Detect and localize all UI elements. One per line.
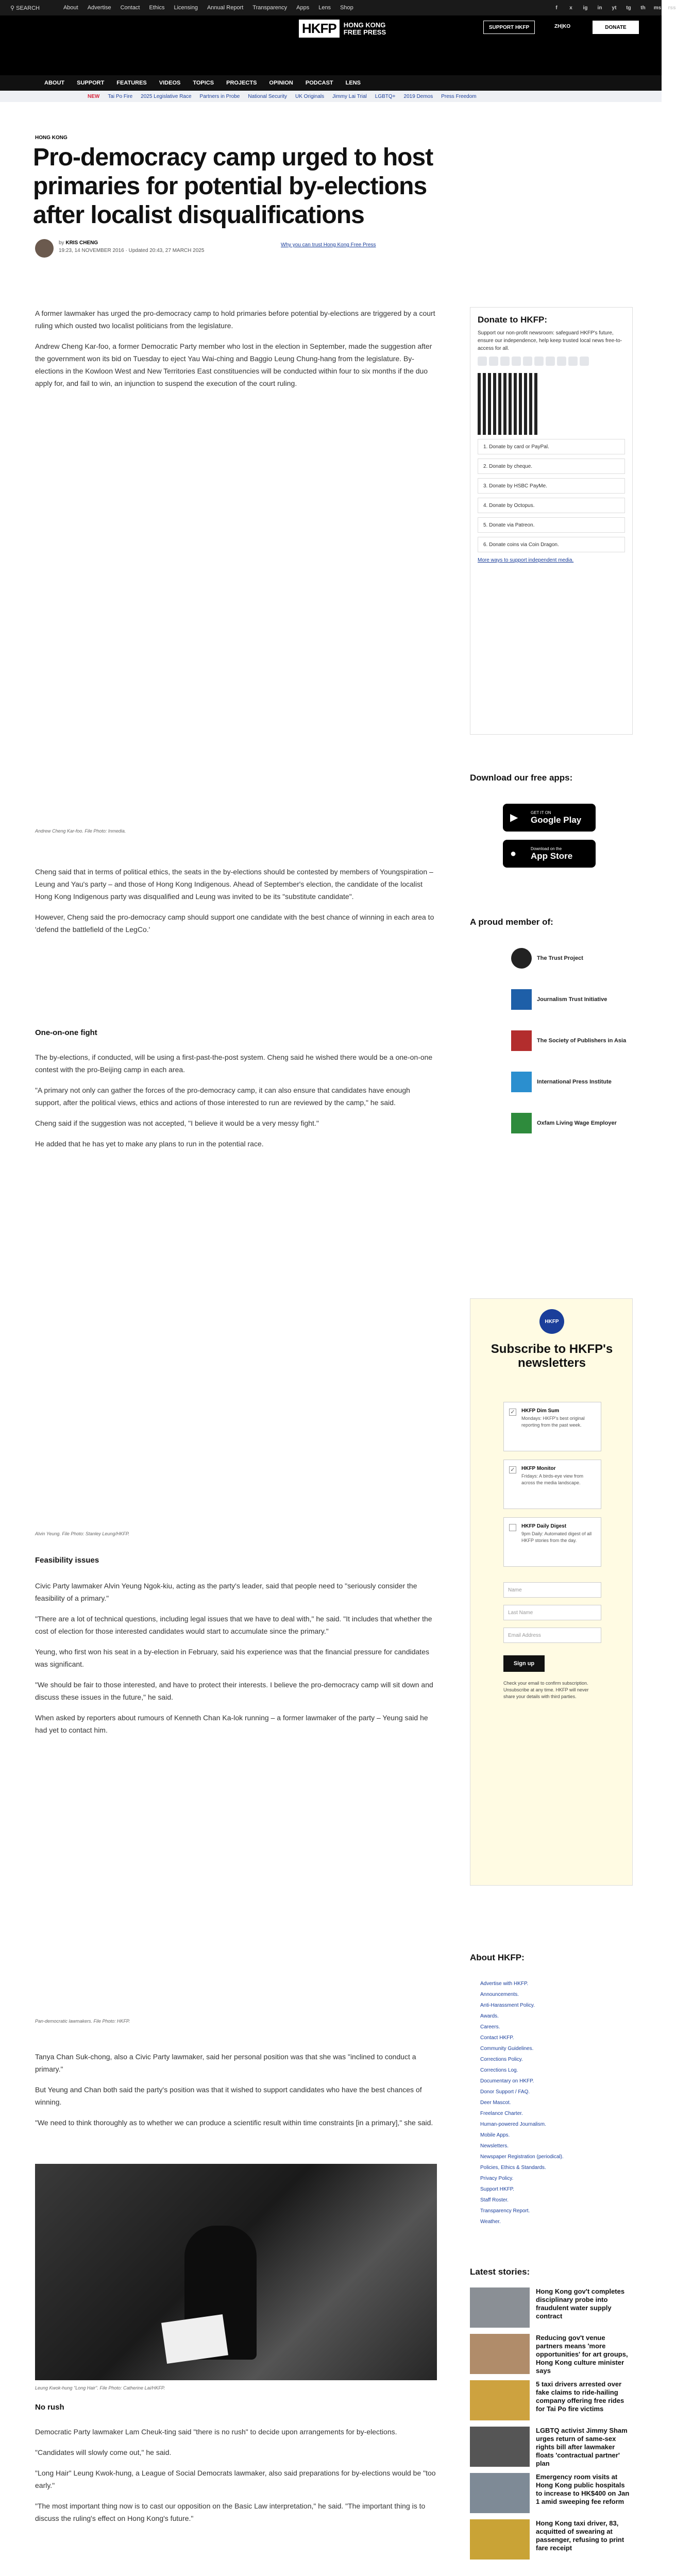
x-icon[interactable]: x <box>569 5 572 11</box>
nav-projects[interactable]: PROJECTS <box>226 80 257 86</box>
paragraph: "A primary not only can gather the forces of the pro-democracy camp, it can also ensure that candidates have enough support, after the political views, ethics and actions of those interested to run are reviewed by the camp," he said. <box>35 1086 410 1107</box>
about-link[interactable]: Announcements. <box>480 1992 519 1997</box>
payment-icon <box>568 357 578 366</box>
apps-title: Download our free apps: <box>470 773 573 783</box>
trending-item[interactable]: Jimmy Lai Trial <box>332 93 367 99</box>
about-link[interactable]: Documentary on HKFP. <box>480 2078 534 2084</box>
story-thumb <box>470 2380 530 2420</box>
about-link[interactable]: Careers. <box>480 2024 500 2030</box>
google-play-badge[interactable]: ▶ GET IT ON Google Play <box>503 804 596 832</box>
story-thumb <box>470 2334 530 2374</box>
latest-story[interactable]: LGBTQ activist Jimmy Sham urges return of same-sex rights bill after lawmaker floats 'contractual partner' plan <box>470 2427 633 2468</box>
payment-icon <box>478 357 487 366</box>
newsletter-box <box>470 1298 633 1886</box>
paragraph: Civic Party lawmaker Alvin Yeung Ngok-kiu, acting as the party's leader, said that people need to "seriously consider the feasibility of a primary." <box>35 1582 417 1602</box>
paragraph: Tanya Chan Suk-chong, also a Civic Party lawmaker, said her personal position was that she was "inclined to conduct a primary." <box>35 2053 416 2073</box>
trending-bar <box>0 91 662 102</box>
brand-bar <box>0 15 662 75</box>
trust-link[interactable]: Why you can trust Hong Kong Free Press <box>281 242 376 248</box>
telegram-icon[interactable]: tg <box>626 5 631 11</box>
subheading: No rush <box>35 2403 64 2412</box>
donate-option[interactable]: 4. Donate by Octopus. <box>478 498 625 513</box>
trending-item[interactable]: 2019 Demos <box>403 93 433 99</box>
paragraph: Cheng said if the suggestion was not accepted, "I believe it would be a very messy fight." <box>35 1119 319 1127</box>
paragraph: Cheng said that in terms of political ethics, the seats in the by-elections should be contested by members of Youngspiration – Leung and Yau's party – and those of Hong Kong Indigenous. Ahead of September's election, the candidate of the localist Hong Kong Indigenous party was disqualified and Leung was invited to be its "substitute candidate". <box>35 868 433 901</box>
about-link[interactable]: Human-powered Journalism. <box>480 2122 546 2127</box>
play-icon: ▶ <box>510 812 518 823</box>
nav-videos[interactable]: VIDEOS <box>159 80 181 86</box>
donate-option[interactable]: 6. Donate coins via Coin Dragon. <box>478 537 625 552</box>
trending-item[interactable]: Press Freedom <box>441 93 477 99</box>
nav-opinion[interactable]: OPINION <box>269 80 293 86</box>
paragraph: "Long Hair" Leung Kwok-hung, a League of Social Democrats lawmaker, also said preparations for by-elections would be "too early." <box>35 2469 436 2489</box>
nav-lens[interactable]: LENS <box>345 80 361 86</box>
main-nav <box>0 75 662 91</box>
first-name-input[interactable]: Name <box>503 1582 601 1598</box>
article-body-2 <box>35 866 437 944</box>
about-link[interactable]: Privacy Policy. <box>480 2176 514 2181</box>
email-input[interactable]: Email Address <box>503 1628 601 1643</box>
donate-qr-code <box>478 373 539 435</box>
about-link[interactable]: Corrections Policy. <box>480 2057 523 2062</box>
about-link[interactable]: Staff Roster. <box>480 2197 509 2203</box>
rss-icon[interactable]: rss <box>668 5 676 11</box>
about-link[interactable]: Support HKFP. <box>480 2187 514 2192</box>
donate-option[interactable]: 5. Donate via Patreon. <box>478 517 625 533</box>
top-link-licensing[interactable]: Licensing <box>174 5 198 11</box>
paragraph: The by-elections, if conducted, will be using a first-past-the-post system. Cheng said he wished there would be a one-on-one contest with the pro-Beijing camp in each area. <box>35 1053 433 1074</box>
top-link-about[interactable]: About <box>63 5 78 11</box>
about-link[interactable]: Donor Support / FAQ. <box>480 2089 530 2095</box>
paragraph: "We should be fair to those interested, and have to protect their interests. I believe the pro-democracy camp will sit down and discuss these issues in the future," he said. <box>35 1681 433 1701</box>
member-title: A proud member of: <box>470 917 553 927</box>
trending-item[interactable]: 2025 Legislative Race <box>141 93 192 99</box>
payment-icon <box>557 357 566 366</box>
subheading: Feasibility issues <box>35 1556 99 1565</box>
about-link[interactable]: Community Guidelines. <box>480 2046 534 2052</box>
logo-text: HONG KONG FREE PRESS <box>343 21 386 36</box>
article-title: Pro-democracy camp urged to host primaries for potential by-elections after localist disqualifications <box>33 144 433 229</box>
oxfam-icon <box>511 1113 532 1133</box>
trust-project-icon <box>511 948 532 969</box>
nav-podcast[interactable]: PODCAST <box>305 80 333 86</box>
payment-icon <box>512 357 521 366</box>
app-store-badge[interactable]: ● Download on the App Store <box>503 840 596 868</box>
instagram-icon[interactable]: ig <box>583 5 588 11</box>
article-body-4 <box>35 1580 437 1744</box>
latest-story[interactable]: Hong Kong gov't completes disciplinary probe into fraudulent water supply contract <box>470 2287 633 2328</box>
newsletter-title: Subscribe to HKFP's newsletters <box>491 1342 613 1370</box>
site-logo[interactable] <box>299 20 386 38</box>
youtube-icon[interactable]: yt <box>612 5 617 11</box>
signup-button[interactable]: Sign up <box>503 1655 545 1672</box>
story-thumb <box>470 2473 530 2513</box>
top-link-transparency[interactable]: Transparency <box>252 5 288 11</box>
about-link[interactable]: Policies, Ethics & Standards. <box>480 2165 546 2171</box>
about-link[interactable]: Newsletters. <box>480 2143 509 2149</box>
payment-icon <box>580 357 589 366</box>
more-ways-link[interactable]: More ways to support independent media. <box>478 557 574 563</box>
payment-icon <box>489 357 498 366</box>
about-link[interactable]: Advertise with HKFP. <box>480 1981 529 1987</box>
about-link[interactable]: Corrections Log. <box>480 2067 518 2073</box>
article-photo <box>35 2164 437 2380</box>
article-body-6 <box>35 2426 437 2533</box>
payment-icon <box>534 357 544 366</box>
payment-icon <box>500 357 510 366</box>
donate-option[interactable]: 2. Donate by cheque. <box>478 459 625 474</box>
donate-text: Support our non-profit newsroom: safeguard HKFP's future, ensure our independence, help keep trusted local news free-to-access for all. <box>478 330 622 351</box>
about-link[interactable]: Freelance Charter. <box>480 2111 523 2116</box>
newsletter-option[interactable]: HKFP Daily Digest 9pm Daily: Automated digest of all HKFP stories from the day. <box>503 1517 601 1567</box>
paragraph: Andrew Cheng Kar-foo, a former Democratic Party member who lost in the election in September, made the suggestion after the government won its bid on Tuesday to eject Yau Wai-ching and Baggio Leung Chung-hang from the legislature. By-elections in the Kowloon West and New Territories East constituencies will be conducted within four to six months if the duo apply for, and fail to win, an injunction to suspend the execution of the court ruling. <box>35 342 432 387</box>
story-thumb <box>470 2287 530 2328</box>
paragraph: "We need to think thoroughly as to whether we can produce a scientific result within time constraints [in a primary]," she said. <box>35 2119 433 2127</box>
article-date: 19:23, 14 NOVEMBER 2016 · Updated 20:43, 27 MARCH 2025 <box>59 248 205 253</box>
nav-features[interactable]: FEATURES <box>116 80 147 86</box>
member-logo[interactable]: The Trust Project <box>511 948 583 969</box>
donate-option[interactable]: 1. Donate by card or PayPal. <box>478 439 625 454</box>
linkedin-icon[interactable]: in <box>597 5 602 11</box>
about-link[interactable]: Contact HKFP. <box>480 2035 514 2041</box>
latest-title: Latest stories: <box>470 2267 530 2277</box>
jti-icon <box>511 989 532 1010</box>
trending-item[interactable]: UK Originals <box>295 93 325 99</box>
paragraph: A former lawmaker has urged the pro-democracy camp to hold primaries before potential by-elections are triggered by a court ruling which ousted two localist politicians from the legislature. <box>35 309 435 330</box>
about-link[interactable]: Awards. <box>480 2013 499 2019</box>
nav-support[interactable]: SUPPORT <box>77 80 105 86</box>
support-hkfp-button[interactable]: SUPPORT HKFP <box>483 21 535 34</box>
social-icons <box>546 0 676 15</box>
top-link-contact[interactable]: Contact <box>120 5 140 11</box>
donate-title: Donate to HKFP: <box>478 315 548 325</box>
story-thumb <box>470 2427 530 2467</box>
sopa-icon <box>511 1030 532 1051</box>
paragraph: Democratic Party lawmaker Lam Cheuk-ting said "there is no rush" to decide upon arrangements for by-elections. <box>35 2428 397 2436</box>
latest-story[interactable]: Hong Kong taxi driver, 83, acquitted of swearing at passenger, refusing to print fare receipt <box>470 2519 633 2560</box>
checkbox[interactable]: ✓ <box>509 1409 516 1416</box>
paragraph: When asked by reporters about rumours of Kenneth Chan Ka-lok running – a former lawmaker of the party – Yeung said he had yet to contact him. <box>35 1714 428 1734</box>
newsletter-option[interactable]: ✓ HKFP Dim Sum Mondays: HKFP's best original reporting from the past week. <box>503 1402 601 1451</box>
nav-topics[interactable]: TOPICS <box>193 80 214 86</box>
member-logo[interactable]: International Press Institute <box>511 1072 612 1092</box>
about-link[interactable]: Transparency Report. <box>480 2208 530 2214</box>
paragraph: But Yeung and Chan both said the party's position was that it wished to support candidates who have the best chances of winning. <box>35 2086 422 2106</box>
threads-icon[interactable]: th <box>640 5 646 11</box>
donate-button[interactable]: DONATE <box>593 21 639 34</box>
payment-icons <box>470 357 632 369</box>
about-link[interactable]: Deer Mascot. <box>480 2100 511 2106</box>
about-link[interactable]: Mobile Apps. <box>480 2132 510 2138</box>
mastodon-icon[interactable]: ms <box>653 5 662 11</box>
article-body-3 <box>35 1051 437 1158</box>
top-links <box>0 0 353 15</box>
payment-icon <box>523 357 532 366</box>
section-label[interactable]: HONG KONG <box>35 135 67 141</box>
photo-caption: Andrew Cheng Kar-foo. File Photo: Inmedia. <box>35 828 126 834</box>
nav-about[interactable]: ABOUT <box>44 80 65 86</box>
top-link-lens[interactable]: Lens <box>318 5 331 11</box>
paragraph: He added that he has yet to make any plans to run in the potential race. <box>35 1140 264 1148</box>
newsletter-note: Check your email to confirm subscription. Unsubscribe at any time. HKFP will never share your details with third parties. <box>503 1681 589 1699</box>
paragraph: However, Cheng said the pro-democracy camp should support one candidate with the best chance of winning in each area to 'defend the battlefield of the LegCo.' <box>35 913 434 934</box>
member-logo[interactable]: Journalism Trust Initiative <box>511 989 607 1010</box>
last-name-input[interactable]: Last Name <box>503 1605 601 1620</box>
search-link[interactable]: ⚲ SEARCH <box>10 5 40 11</box>
checkbox[interactable]: ✓ <box>509 1466 516 1473</box>
top-link-advertise[interactable]: Advertise <box>87 5 111 11</box>
logo-mark: HKFP <box>299 20 340 38</box>
byline <box>35 239 204 258</box>
article-body-5 <box>35 2050 437 2137</box>
top-link-annual-report[interactable]: Annual Report <box>207 5 244 11</box>
top-link-apps[interactable]: Apps <box>296 5 310 11</box>
story-thumb <box>470 2519 530 2560</box>
author-name[interactable]: KRIS CHENG <box>65 240 98 246</box>
paragraph: Yeung, who first won his seat in a by-election in February, said his experience was that the financial pressure for candidates was significant. <box>35 1648 429 1668</box>
trending-item[interactable]: LGBTQ+ <box>375 93 396 99</box>
trending-item[interactable]: Tai Po Fire <box>108 93 133 99</box>
member-logo[interactable]: The Society of Publishers in Asia <box>511 1030 626 1051</box>
member-logo[interactable]: Oxfam Living Wage Employer <box>511 1113 617 1133</box>
subheading: One-on-one fight <box>35 1028 97 1037</box>
top-link-shop[interactable]: Shop <box>340 5 353 11</box>
apple-icon: ● <box>510 848 517 859</box>
newsletter-badge: HKFP <box>539 1309 564 1334</box>
trending-item[interactable]: National Security <box>248 93 287 99</box>
latest-story[interactable]: Emergency room visits at Hong Kong public hospitals to increase to HK$400 on Jan 1 amid sweeping fee reform <box>470 2473 633 2513</box>
paragraph: "Candidates will slowly come out," he said. <box>35 2448 172 2456</box>
author-avatar <box>35 239 54 258</box>
language-switch[interactable]: ZH|KO <box>554 24 571 29</box>
payment-icon <box>546 357 555 366</box>
donate-box <box>470 307 633 735</box>
paragraph: "There are a lot of technical questions, including legal issues that we have to deal with," he said. "It includes that whether the cost of election for those interested candidates would start to accumulate since the primary." <box>35 1615 432 1635</box>
photo-caption: Leung Kwok-hung "Long Hair". File Photo: Catherine Lai/HKFP. <box>35 2385 165 2391</box>
facebook-icon[interactable]: f <box>555 5 557 11</box>
new-badge: NEW <box>88 93 100 99</box>
top-link-ethics[interactable]: Ethics <box>149 5 165 11</box>
about-title: About HKFP: <box>470 1953 525 1962</box>
about-link[interactable]: Anti-Harassment Policy. <box>480 2003 535 2008</box>
photo-sign <box>161 2314 228 2364</box>
checkbox[interactable] <box>509 1524 516 1531</box>
about-list <box>480 1978 633 2227</box>
article-body-1 <box>35 307 437 398</box>
latest-story[interactable]: Reducing gov't venue partners means 'more opportunities' for art groups, Hong Kong culture minister says <box>470 2334 633 2375</box>
ipi-icon <box>511 1072 532 1092</box>
photo-caption: Alvin Yeung. File Photo: Stanley Leung/HKFP. <box>35 1531 130 1536</box>
byline-meta: by KRIS CHENG 19:23, 14 NOVEMBER 2016 · Updated 20:43, 27 MARCH 2025 <box>59 240 205 253</box>
top-bar <box>0 0 676 15</box>
donate-option[interactable]: 3. Donate by HSBC PayMe. <box>478 478 625 494</box>
latest-story[interactable]: 5 taxi drivers arrested over fake claims to ride-hailing company offering free rides for Tai Po fire victims <box>470 2380 633 2420</box>
about-link[interactable]: Newspaper Registration (periodical). <box>480 2154 564 2160</box>
trending-item[interactable]: Partners in Probe <box>199 93 240 99</box>
paragraph: "The most important thing now is to cast our opposition on the Basic Law interpretation," he said. "The important thing is to discuss the ruling's effect on Hong Kong's future." <box>35 2502 426 2522</box>
newsletter-option[interactable]: ✓ HKFP Monitor Fridays: A birds-eye view from across the media landscape. <box>503 1460 601 1509</box>
photo-caption: Pan-democratic lawmakers. File Photo: HKFP. <box>35 2019 130 2024</box>
about-link[interactable]: Weather. <box>480 2219 501 2225</box>
